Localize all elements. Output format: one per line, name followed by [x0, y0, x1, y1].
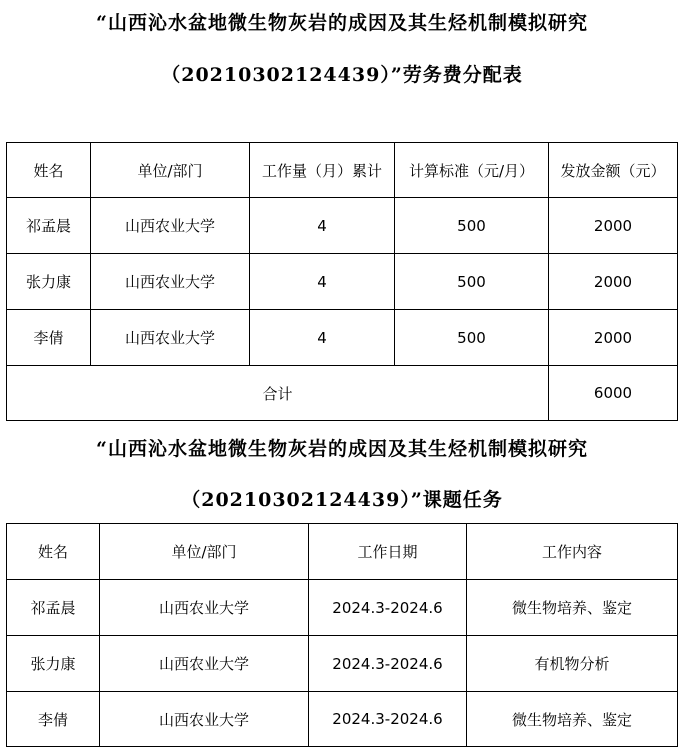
total-value: 6000	[549, 366, 678, 421]
table-row	[7, 636, 678, 692]
cell-work-content: 有机物分析	[467, 636, 678, 692]
cell-workload: 4	[250, 254, 395, 310]
cell-unit: 山西农业大学	[100, 580, 309, 636]
header-workload: 工作量（月）累计	[250, 143, 395, 198]
cell-rate: 500	[395, 310, 549, 366]
header-amount: 发放金额（元）	[549, 143, 678, 198]
cell-work-date: 2024.3-2024.6	[309, 636, 467, 692]
cell-workload: 4	[250, 198, 395, 254]
cell-name: 祁孟晨	[7, 198, 91, 254]
fee-table-title-line2: （20210302124439）”劳务费分配表	[161, 64, 523, 86]
header-name: 姓名	[7, 143, 91, 198]
total-label: 合计	[7, 366, 549, 421]
fee-table	[6, 142, 678, 421]
cell-name: 李倩	[7, 310, 91, 366]
cell-unit: 山西农业大学	[100, 692, 309, 747]
table-row	[7, 254, 678, 310]
cell-work-content: 微生物培养、鉴定	[467, 580, 678, 636]
cell-unit: 山西农业大学	[91, 310, 250, 366]
table-row	[7, 198, 678, 254]
cell-rate: 500	[395, 198, 549, 254]
header-unit: 单位/部门	[91, 143, 250, 198]
cell-name: 张力康	[7, 254, 91, 310]
header-work-content: 工作内容	[467, 524, 678, 580]
task-table-title-line2: （20210302124439）”课题任务	[181, 489, 503, 511]
cell-amount: 2000	[549, 198, 678, 254]
cell-work-date: 2024.3-2024.6	[309, 580, 467, 636]
cell-name: 李倩	[7, 692, 100, 747]
task-table	[6, 523, 678, 747]
total-row	[7, 366, 678, 421]
cell-unit: 山西农业大学	[91, 198, 250, 254]
cell-name: 祁孟晨	[7, 580, 100, 636]
table-header-row	[7, 143, 678, 198]
cell-workload: 4	[250, 310, 395, 366]
fee-table-title-line1: “山西沁水盆地微生物灰岩的成因及其生烃机制模拟研究	[96, 12, 588, 34]
cell-name: 张力康	[7, 636, 100, 692]
header-unit: 单位/部门	[100, 524, 309, 580]
cell-unit: 山西农业大学	[100, 636, 309, 692]
table-row	[7, 692, 678, 747]
header-rate: 计算标准（元/月）	[395, 143, 549, 198]
table-row	[7, 310, 678, 366]
table-row	[7, 580, 678, 636]
cell-work-date: 2024.3-2024.6	[309, 692, 467, 747]
cell-unit: 山西农业大学	[91, 254, 250, 310]
task-table-title-line1: “山西沁水盆地微生物灰岩的成因及其生烃机制模拟研究	[96, 438, 588, 460]
cell-amount: 2000	[549, 310, 678, 366]
cell-rate: 500	[395, 254, 549, 310]
header-name: 姓名	[7, 524, 100, 580]
cell-work-content: 微生物培养、鉴定	[467, 692, 678, 747]
header-work-date: 工作日期	[309, 524, 467, 580]
cell-amount: 2000	[549, 254, 678, 310]
table-header-row	[7, 524, 678, 580]
